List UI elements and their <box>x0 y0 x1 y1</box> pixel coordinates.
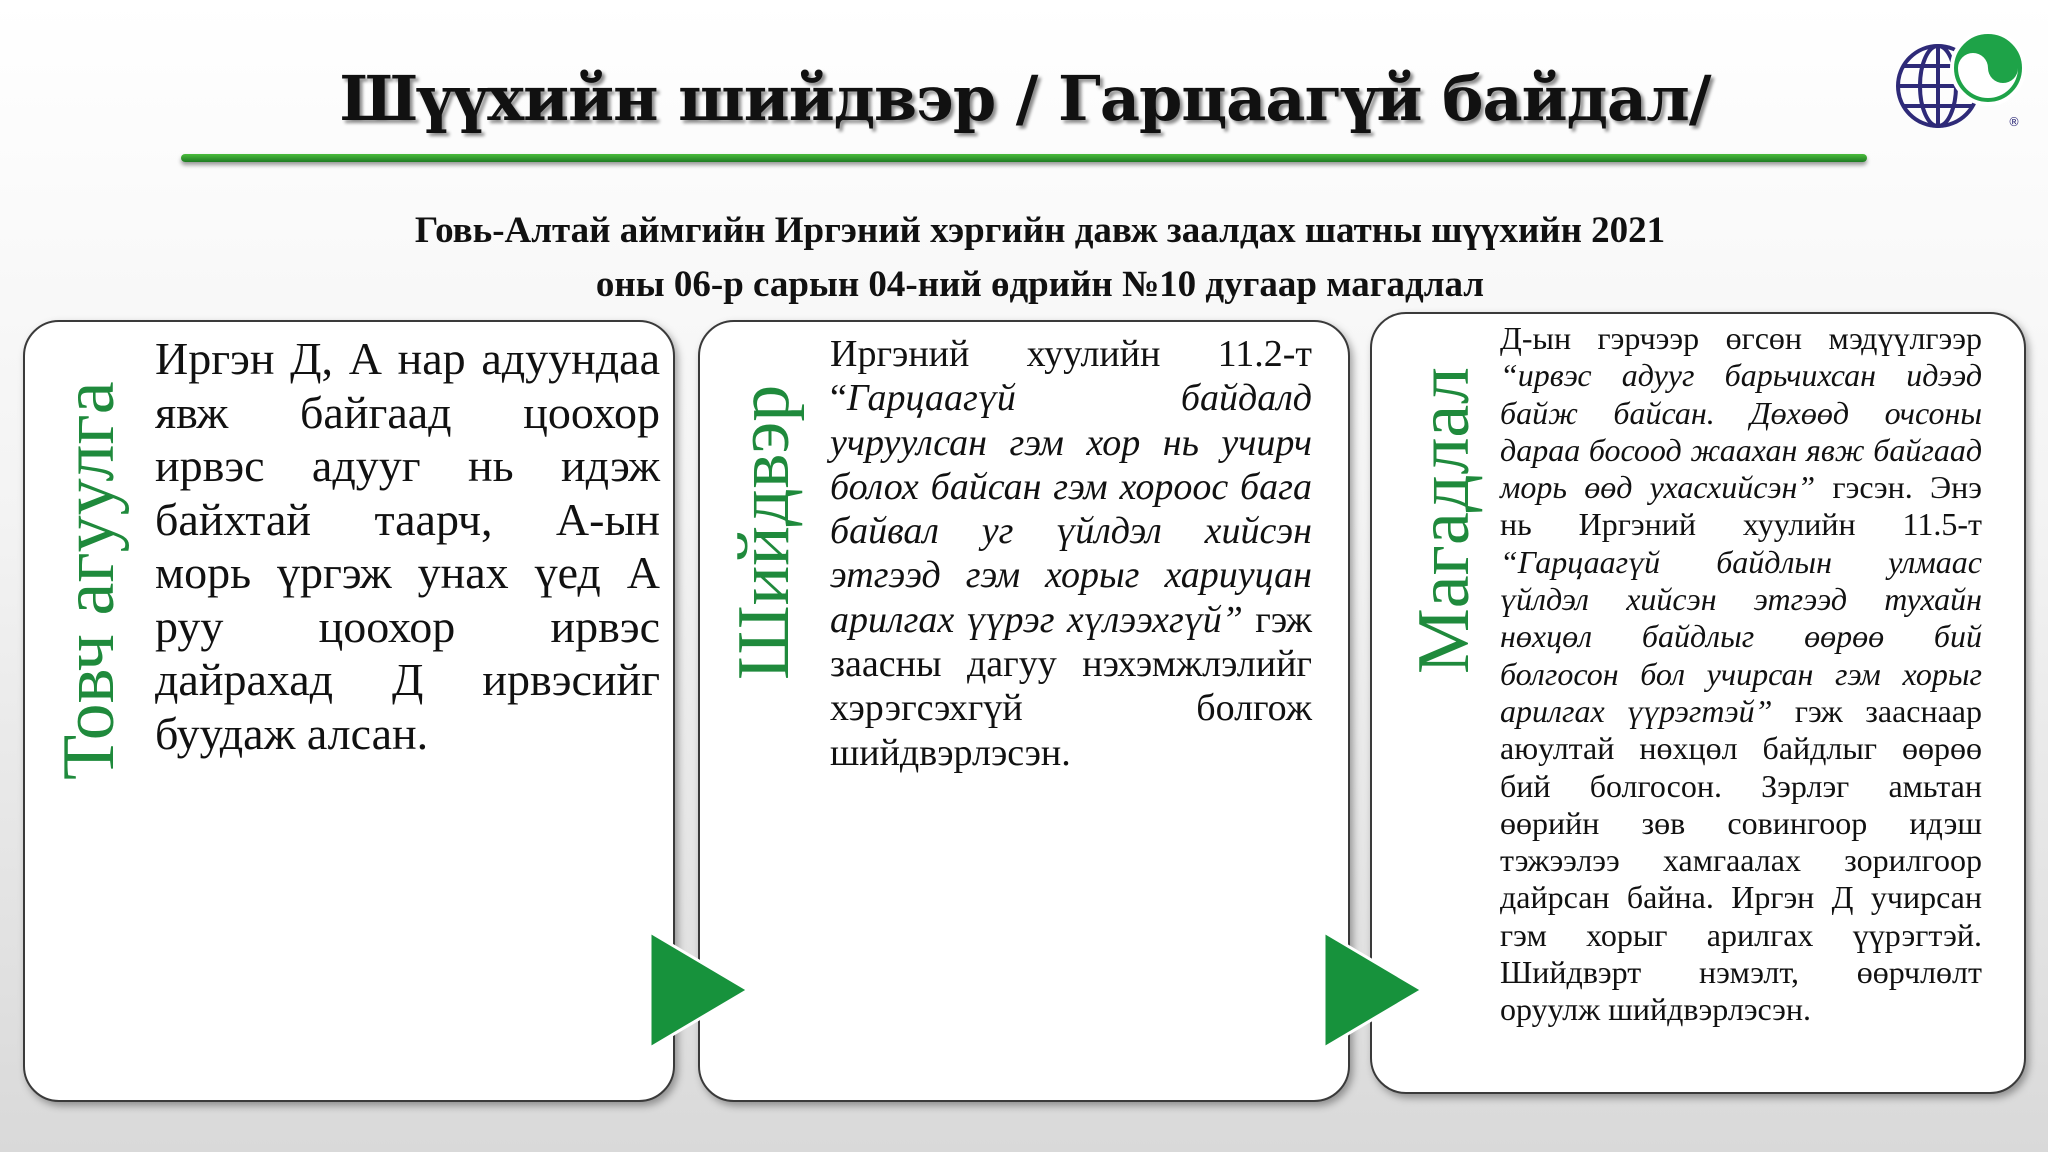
decision-text-part-1: Иргэний хуулийн 11.2-т “ <box>830 333 1312 420</box>
arrow-right-icon <box>1322 930 1426 1050</box>
decision-panel-label: Шийдвэр <box>723 384 805 680</box>
appeal-text-part-1: Д-ын гэрчээр өгсөн мэдүүлгээр <box>1500 320 1982 356</box>
subtitle-line-2: оны 06-р сарын 04-ний өдрийн №10 дугаар магадлал <box>595 264 1485 305</box>
registered-mark: ® <box>2008 115 2020 129</box>
arrow-right-icon <box>648 930 752 1050</box>
document-subtitle <box>300 204 1780 312</box>
page-title: Шүүхийн шийдвэр / Гарцаагүй байдал/ <box>339 62 1711 135</box>
decision-text-quote: Гарцаагүй байдалд учруулсан гэм хор нь учирч болох байсан гэм хороос бага байвал уг үйлдэл хийсэн этгээд гэм хорыг хариуцан арилгах үүрэг хүлээхгүй” <box>830 377 1312 641</box>
decision-text-part-3: гэж заасны дагуу нэхэмжлэлийг хэрэгсэхгүй болгож шийдвэрлэсэн. <box>830 598 1312 774</box>
subtitle-line-1: Говь-Алтай аймгийн Иргэний хэргийн давж заалдах шатны шүүхийн 2021 <box>414 210 1666 251</box>
appeal-text-quote-1: “ирвэс адууг барьчихсан идээд байж байсан. Дөхөөд очсоны дараа босоод жаахан явж байгаад морь өөд ухасхийсэн” <box>1500 357 1982 506</box>
decision-panel-text <box>830 332 1312 775</box>
appeal-ruling-panel <box>1370 312 2026 1094</box>
summary-panel-label: Товч агуулга <box>48 381 130 780</box>
appeal-text-part-5: гэж зааснаар аюултай нөхцөл байдлыг өөрөө бий болгосон. Зэрлэг амьтан өөрийн зөв совингоор идэш тэжээлээ хамгаалах зорилгоор дайрсан байна. Иргэн Д учирсан гэм хорыг арилгах үүрэгтэй. Шийдвэрт нэмэлт, өөрчлөлт оруулж шийдвэрлэсэн. <box>1500 692 1983 1028</box>
appeal-text-quote-2: “Гарцаагүй байдлын улмаас үйлдэл хийсэн этгээд тухайн нөхцөл байдлыг өөрөө бий болгосон бол учирсан гэм хорыг арилгах үүрэгтэй” <box>1500 543 1982 729</box>
summary-panel <box>23 320 675 1102</box>
summary-panel-text: Иргэн Д, А нар адуундаа явж байгаад цоохор ирвэс адууг нь идэж байхтай таарч, А-ын морь үргэж унах үед А руу цоохор ирвэс дайрахад Д ирвэсийг буудаж алсан. <box>155 333 660 759</box>
appeal-ruling-panel-text <box>1500 320 1982 1029</box>
title-divider <box>181 154 1867 162</box>
globe-logo-icon <box>1880 24 2030 136</box>
appeal-text-part-3: гэсэн. Энэ нь Иргэний хуулийн 11.5-т <box>1500 469 1982 543</box>
decision-panel <box>698 320 1350 1102</box>
appeal-ruling-panel-label: Магадлал <box>1403 367 1485 674</box>
